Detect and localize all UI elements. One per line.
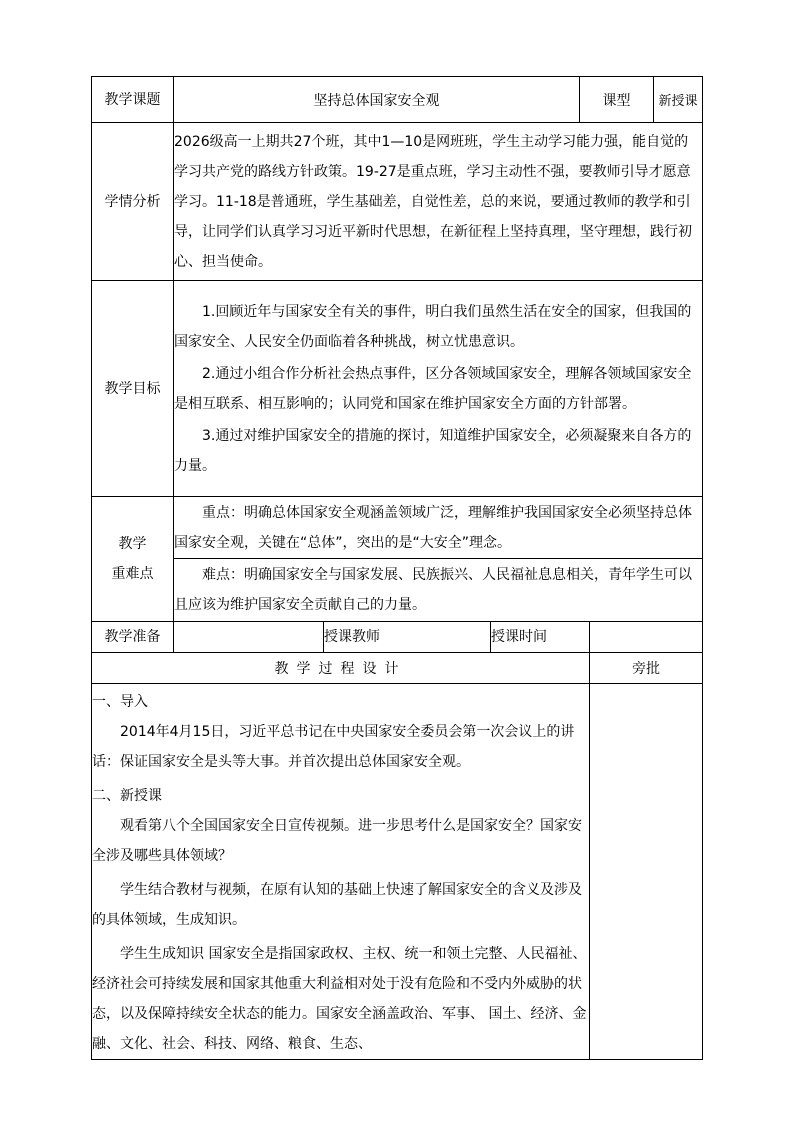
process-header: 教学过程设计 xyxy=(92,653,590,684)
process-header-row xyxy=(92,653,703,684)
objectives-row xyxy=(92,281,703,497)
prep-value xyxy=(174,622,324,653)
section-title-new-lesson: 二、新授课 xyxy=(92,788,162,804)
difficulty-text: 难点：明确国家安全与国家发展、民族振兴、人民福祉息息相关，青年学生可以且应该为维护国家安全贡献自己的力量。 xyxy=(174,559,703,622)
prep-label: 教学准备 xyxy=(92,622,174,653)
process-paragraph: 观看第八个全国国家安全日宣传视频。进一步思考什么是国家安全？国家安全涉及哪些具体领域？ xyxy=(92,818,582,864)
objective-item: 3.通过对维护国家安全的措施的探讨，知道维护国家安全，必须凝聚来自各方的力量。 xyxy=(174,427,692,474)
course-row xyxy=(92,77,703,123)
time-label: 授课时间 xyxy=(491,622,590,653)
focus-row xyxy=(92,497,703,559)
process-paragraph: 学生生成知识 国家安全是指国家政权、主权、统一和领土完整、人民福祉、经济社会可持续发展和国家其他重大利益相对处于没有危险和不受内外威胁的状态，以及保障持续安全状态的能力。国家安全涵盖政治、军事、 国土、经济、金融、文化、社会、科技、网络、粮食、生态、 xyxy=(92,946,587,1052)
objectives-text xyxy=(174,281,703,497)
section-title-intro: 一、导入 xyxy=(92,694,148,710)
time-value xyxy=(590,622,703,653)
key-points-label: 教学 重难点 xyxy=(92,497,174,622)
teacher-label: 授课教师 xyxy=(324,629,380,645)
student-analysis-row xyxy=(92,123,703,281)
focus-text: 重点：明确总体国家安全观涵盖领域广泛，理解维护我国国家安全必须坚持总体国家安全观，关键在“总体”，突出的是“大安全”理念。 xyxy=(174,497,703,559)
prep-row xyxy=(92,622,703,653)
student-analysis-label: 学情分析 xyxy=(92,123,174,281)
student-analysis-text: 2026级高一上期共27个班，其中1—10是网班班，学生主动学习能力强，能自觉的学习共产党的路线方针政策。19-27是重点班，学习主动性不强，要教师引导才愿意学习。11-18是普通班，学生基础差，自觉性差，总的来说，要通过教师的教学和引导，让同学们认真学习习近平新时代思想，在新征程上坚持真理，坚守理想，践行初心、担当使命。 xyxy=(174,123,703,281)
course-label: 教学课题 xyxy=(92,77,174,123)
side-notes-cell xyxy=(590,684,703,1060)
side-notes-header: 旁批 xyxy=(590,653,703,684)
course-title: 坚持总体国家安全观 xyxy=(174,77,580,123)
objective-item: 2.通过小组合作分析社会热点事件，区分各领域国家安全，理解各领域国家安全是相互联系、相互影响的；认同党和国家在维护国家安全方面的方针部署。 xyxy=(174,365,692,412)
difficulty-row xyxy=(92,559,703,622)
teacher-cell xyxy=(324,622,491,653)
process-content xyxy=(92,684,590,1060)
objective-item: 1.回顾近年与国家安全有关的事件，明白我们虽然生活在安全的国家，但我国的国家安全、人民安全仍面临着各种挑战，树立忧患意识。 xyxy=(174,303,692,350)
lesson-plan-table xyxy=(91,76,703,1060)
type-label: 课型 xyxy=(580,77,654,123)
process-content-row xyxy=(92,684,703,1060)
objectives-label: 教学目标 xyxy=(92,281,174,497)
type-value: 新授课 xyxy=(654,77,703,123)
process-paragraph: 学生结合教材与视频，在原有认知的基础上快速了解国家安全的含义及涉及的具体领域，生成知识。 xyxy=(92,882,582,928)
intro-text: 2014年4月15日，习近平总书记在中央国家安全委员会第一次会议上的讲话：保证国家安全是头等大事。并首次提出总体国家安全观。 xyxy=(92,724,575,770)
